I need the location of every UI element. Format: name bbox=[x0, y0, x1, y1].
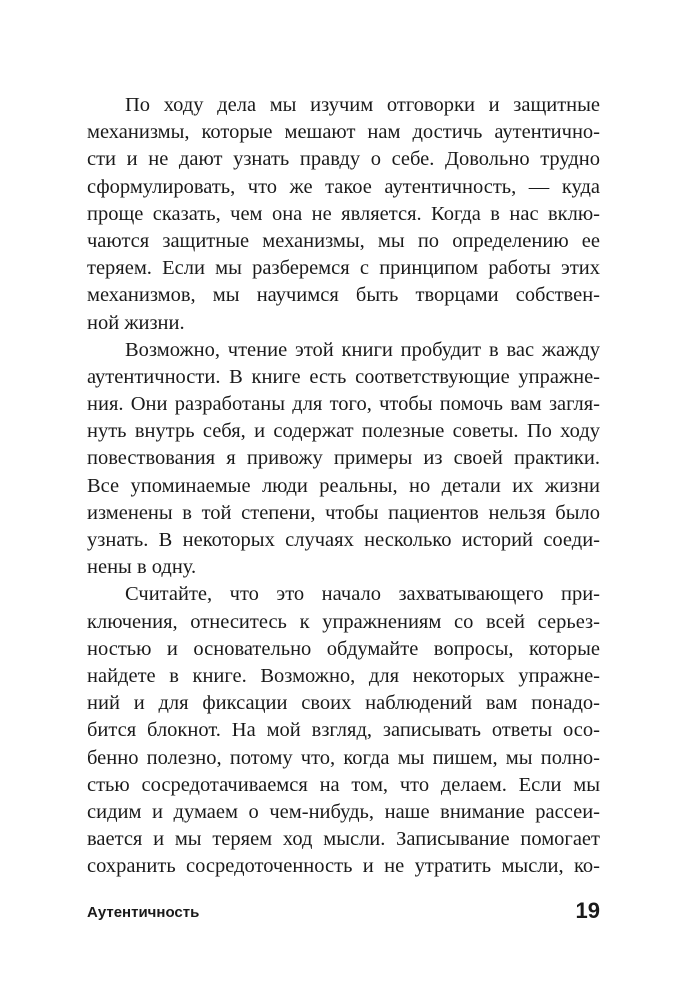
running-title: Аутентичность bbox=[87, 904, 200, 921]
body-text bbox=[87, 92, 600, 880]
text-line: сохранить сосредоточенность и не утратить мысли, ко- bbox=[87, 855, 600, 878]
paragraph-3 bbox=[87, 581, 600, 880]
text-line: ной жизни. bbox=[87, 311, 185, 334]
page-footer bbox=[87, 898, 600, 926]
text-line: вается и мы теряем ход мысли. Записывание помогает bbox=[87, 828, 600, 851]
text-line: механизмы, которые мешают нам достичь аутентично- bbox=[87, 121, 600, 144]
text-line: Возможно, чтение этой книги пробудит в вас жажду bbox=[125, 338, 600, 361]
text-line: проще сказать, чем она не является. Когда в нас вклю- bbox=[87, 202, 600, 225]
text-line: найдете в книге. Возможно, для некоторых упражне- bbox=[87, 664, 600, 687]
text-line: Все упоминаемые люди реальны, но детали их жизни bbox=[87, 474, 600, 497]
text-line: изменены в той степени, чтобы пациентов нельзя было bbox=[87, 501, 600, 524]
text-line: нены в одну. bbox=[87, 556, 197, 579]
text-line: узнать. В некоторых случаях несколько историй соеди- bbox=[87, 529, 600, 551]
text-line: повествования я привожу примеры из своей практики. bbox=[87, 447, 600, 470]
text-line: бится блокнот. На мой взгляд, записывать ответы осо- bbox=[87, 719, 600, 742]
text-line: ностью и основательно обдумайте вопросы, которые bbox=[87, 637, 600, 660]
text-line: стью сосредотачиваемся на том, что делаем. Если мы bbox=[87, 773, 600, 796]
text-line: ний и для фиксации своих наблюдений вам понадо- bbox=[87, 692, 600, 715]
text-line: механизмов, мы научимся быть творцами собствен- bbox=[87, 284, 600, 307]
text-line: сформулировать, что же такое аутентичность, — куда bbox=[87, 175, 600, 198]
text-line: чаются защитные механизмы, мы по определению ее bbox=[87, 229, 600, 252]
page-number: 19 bbox=[575, 898, 600, 923]
text-line: нуть внутрь себя, и содержат полезные советы. По ходу bbox=[87, 420, 600, 443]
paragraph-1 bbox=[87, 92, 600, 337]
paragraph-2 bbox=[87, 337, 600, 582]
text-line: По ходу дела мы изучим отговорки и защитные bbox=[125, 94, 600, 116]
text-line: сти и не дают узнать правду о себе. Довольно трудно bbox=[87, 148, 600, 171]
text-line: теряем. Если мы разберемся с принципом работы этих bbox=[87, 257, 600, 280]
text-line: бенно полезно, потому что, когда мы пишем, мы полно- bbox=[87, 746, 600, 769]
text-line: ключения, отнеситесь к упражнениям со всей серьез- bbox=[87, 610, 600, 633]
text-line: ния. Они разработаны для того, чтобы помочь вам загля- bbox=[87, 393, 600, 416]
text-line: аутентичности. В книге есть соответствующие упражне- bbox=[87, 365, 600, 388]
text-line: сидим и думаем о чем-нибудь, наше внимание рассеи- bbox=[87, 800, 600, 823]
text-line: Считайте, что это начало захватывающего при- bbox=[125, 583, 600, 606]
